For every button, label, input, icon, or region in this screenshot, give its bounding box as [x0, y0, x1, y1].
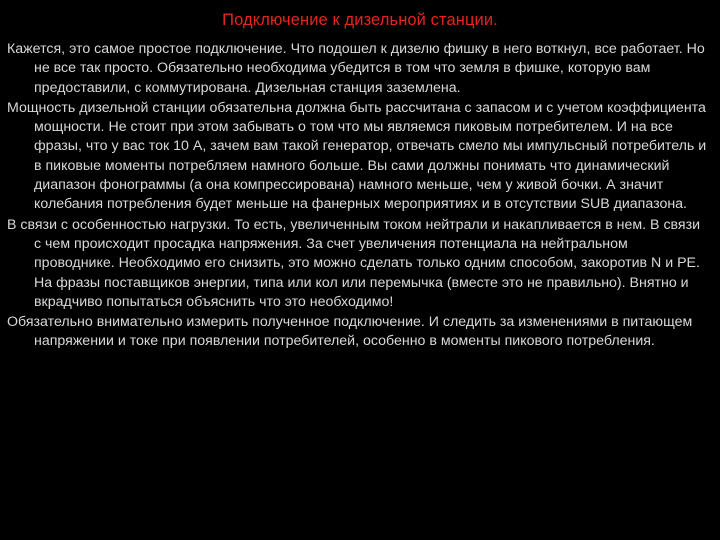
- paragraph-1: Кажется, это самое простое подключение. Что подошел к дизелю фишку в него воткнул, все работает. Но не все так просто. Обязательно необходима убедится в том что земля в фишке, которую вам предоставили, с коммутирована. Дизельная станция заземлена.: [7, 41, 705, 96]
- slide-body: [7, 40, 711, 353]
- paragraph-4: Обязательно внимательно измерить полученное подключение. И следить за изменениями в питающем напряжении и токе при появлении потребителей, особенно в моменты пикового потребления.: [7, 314, 693, 350]
- slide-title: Подключение к дизельной станции.: [222, 11, 498, 29]
- paragraph-2: Мощность дизельной станции обязательна должна быть рассчитана с запасом и с учетом коэффициента мощности. Не стоит при этом забывать о том что мы являемся пиковым потребителем. И на все фразы, что у вас ток 10 А, зачем вам такой генератор, отвечать смело мы импульсный потребитель и в пиковые моменты потребляем намного больше. Вы сами должны понимать что динамический диапазон фонограммы (а она компрессирована) намного меньше, чем у живой бочки. А значит колебания потребления будет меньше на фанерных мероприятиях и в отсутствии SUB диапазона.: [7, 99, 707, 213]
- paragraph-3: В связи с особенностью нагрузки. То есть, увеличенным током нейтрали и накапливается в нем. В связи с чем происходит просадка напряжения. За счет увеличения потенциала на нейтральном проводнике. Необходимо его снизить, это можно сделать только одним способом, закоротив N и PE. На фразы поставщиков энергии, типа или кол или перемычка (вместе это не правильно). Внятно и вкрадчиво попытаться объяснить что это необходимо!: [7, 216, 701, 310]
